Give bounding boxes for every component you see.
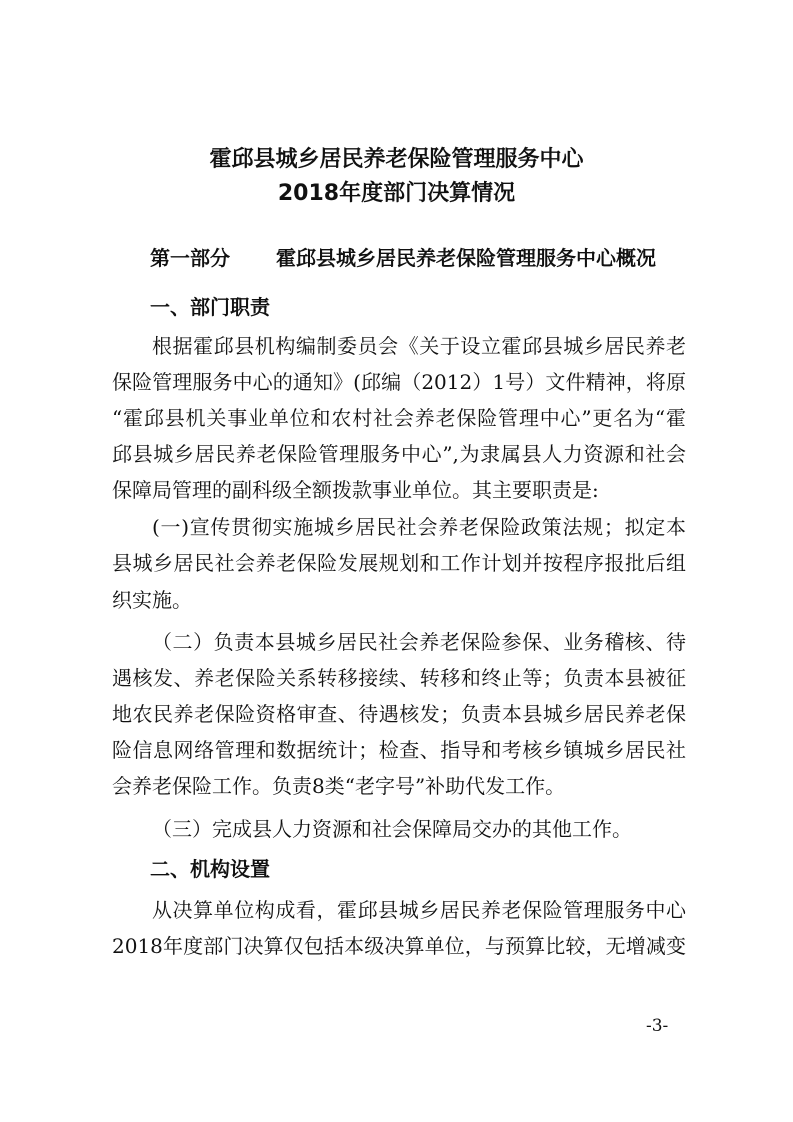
body-line: （三）完成县人力资源和社会保障局交办的其他工作。 — [152, 817, 632, 841]
body-line: 遇核发、养老保险关系转移接续、转移和终止等；负责本县被征 — [112, 666, 686, 690]
part-title: 霍邱县城乡居民养老保险管理服务中心概况 — [276, 246, 656, 270]
document-title-line-2: 2018年度部门决算情况 — [277, 181, 516, 206]
body-line: 险信息网络管理和数据统计；检查、指导和考核乡镇城乡居民社 — [112, 738, 686, 762]
body-line: 保险管理服务中心的通知》(邱编（2012）1号）文件精神，将原 — [112, 370, 686, 394]
body-line: 根据霍邱县机构编制委员会《关于设立霍邱县城乡居民养老 — [152, 334, 686, 358]
body-line: （二）负责本县城乡居民社会养老保险参保、业务稽核、待 — [152, 630, 686, 654]
body-line: 县城乡居民社会养老保险发展规划和工作计划并按程序报批后组 — [112, 551, 686, 575]
body-line: 从决算单位构成看，霍邱县城乡居民养老保险管理服务中心 — [152, 898, 686, 922]
document-title-line-1: 霍邱县城乡居民养老保险管理服务中心 — [209, 147, 584, 172]
section2-heading: 二、机构设置 — [150, 857, 270, 881]
body-line: 织实施。 — [112, 588, 192, 612]
body-line: 邱县城乡居民养老保险管理服务中心”,为隶属县人力资源和社会 — [112, 442, 686, 466]
body-line: (一)宣传贯彻实施城乡居民社会养老保险政策法规；拟定本 — [152, 515, 686, 539]
section1-heading: 一、部门职责 — [150, 295, 270, 319]
body-line: 2018年度部门决算仅包括本级决算单位，与预算比较，无增减变 — [112, 934, 686, 958]
body-line: 保障局管理的副科级全额拨款事业单位。其主要职责是: — [112, 478, 599, 502]
body-line: 地农民养老保险资格审查、待遇核发；负责本县城乡居民养老保 — [112, 702, 686, 726]
body-line: “霍邱县机关事业单位和农村社会养老保险管理中心”更名为“霍 — [112, 406, 686, 430]
page-number: -3- — [646, 1016, 669, 1036]
part-label: 第一部分 — [150, 246, 230, 270]
body-line: 会养老保险工作。负责8类“老字号”补助代发工作。 — [112, 774, 566, 798]
